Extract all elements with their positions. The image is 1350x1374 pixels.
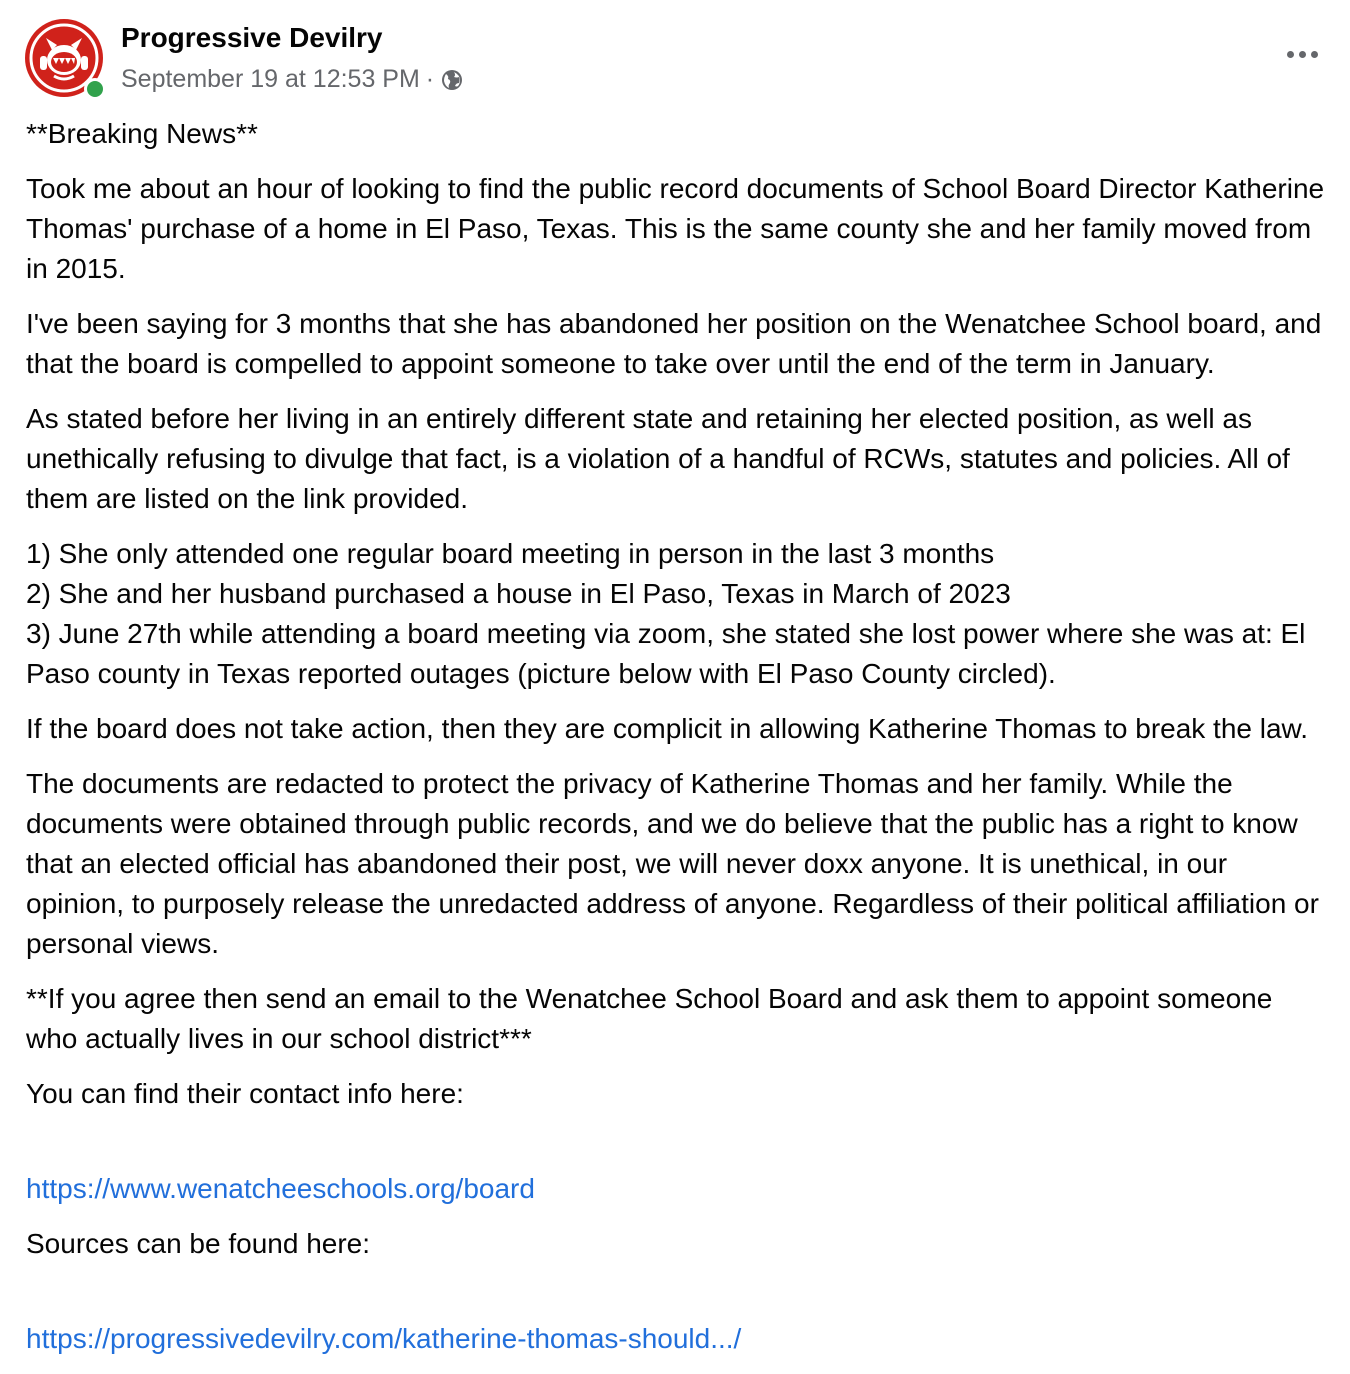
post-body bbox=[26, 114, 1326, 1374]
post-meta bbox=[121, 65, 464, 94]
meta-separator: · bbox=[425, 65, 435, 93]
post-paragraph: You can find their contact info here: bbox=[26, 1078, 464, 1109]
more-horizontal-icon bbox=[1287, 51, 1294, 58]
more-options-button[interactable] bbox=[1280, 36, 1324, 72]
post-paragraph: Took me about an hour of looking to find the public record documents of School Board Director Katherine Thomas' purchase of a home in El Paso, Texas. This is the same county she and her family moved from in 2015. bbox=[26, 173, 1325, 284]
post-paragraph: If the board does not take action, then they are complicit in allowing Katherine Thomas to break the law. bbox=[26, 713, 1309, 744]
post-paragraph: **Breaking News** bbox=[26, 118, 258, 149]
post-paragraph: As stated before her living in an entirely different state and retaining her elected position, as well as unethically refusing to divulge that fact, is a violation of a handful of RCWs, statutes and policies. All of them are listed on the link provided. bbox=[26, 403, 1290, 514]
more-horizontal-icon bbox=[1299, 51, 1306, 58]
post-timestamp[interactable]: September 19 at 12:53 PM bbox=[121, 65, 420, 93]
board-link-paragraph bbox=[26, 1129, 1326, 1209]
globe-icon[interactable] bbox=[440, 68, 464, 92]
post-paragraph: The documents are redacted to protect the privacy of Katherine Thomas and her family. While the documents were obtained through public records, and we do believe that the public has a right to know that an elected official has abandoned their post, we will never doxx anyone. It is unethical, in our opinion, to purposely release the unredacted address of anyone. Regardless of their political affiliation or personal views. bbox=[26, 768, 1319, 959]
sources-link[interactable]: https://progressivedevilry.com/katherine-thomas-should.../ bbox=[26, 1323, 742, 1354]
page-name[interactable]: Progressive Devilry bbox=[121, 22, 383, 53]
more-horizontal-icon bbox=[1311, 51, 1318, 58]
board-link[interactable]: https://www.wenatcheeschools.org/board bbox=[26, 1173, 535, 1204]
post-paragraph: **If you agree then send an email to the Wenatchee School Board and ask them to appoint someone who actually lives in our school district*** bbox=[26, 983, 1273, 1054]
post-paragraph: I've been saying for 3 months that she has abandoned her position on the Wenatchee School board, and that the board is compelled to appoint someone to take over until the end of the term in January. bbox=[26, 308, 1322, 379]
sources-label: Sources can be found here: bbox=[26, 1228, 371, 1259]
post-header bbox=[24, 18, 1324, 100]
sources-link-paragraph bbox=[26, 1279, 1326, 1359]
online-status-indicator bbox=[84, 78, 106, 100]
page-avatar[interactable] bbox=[24, 18, 106, 98]
post-paragraph: 1) She only attended one regular board meeting in person in the last 3 months 2) She and her husband purchased a house in El Paso, Texas in March of 2023 3) June 27th while attending a board meeting via zoom, she stated she lost power where she was at: El Paso county in Texas reported outages (picture below with El Paso County circled). bbox=[26, 538, 1306, 689]
